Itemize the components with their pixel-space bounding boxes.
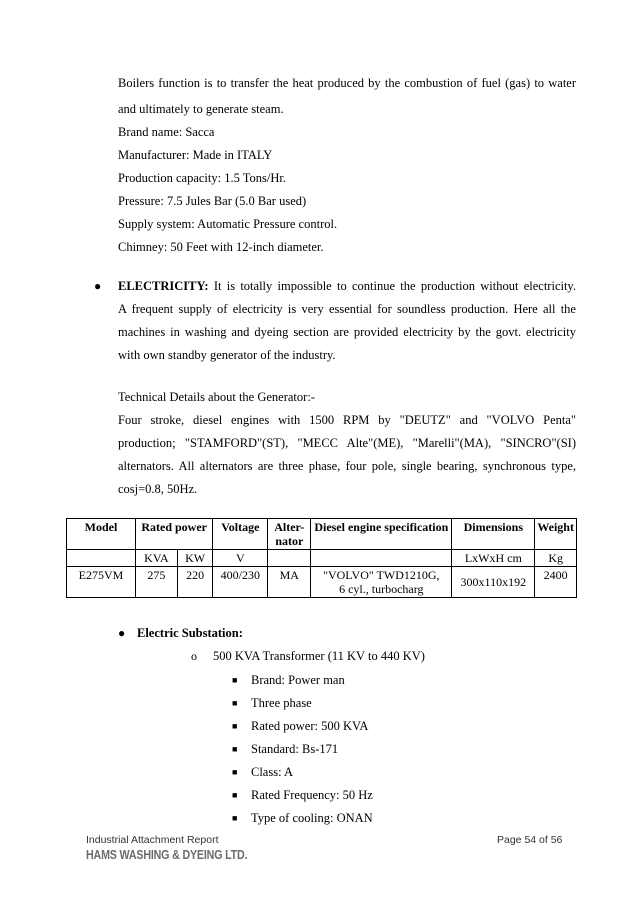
boiler-line: Boilers function is to transfer the heat produced by the combustion of fuel (gas) to water bbox=[118, 76, 576, 90]
square-bullet-icon: ■ bbox=[232, 767, 238, 777]
square-bullet-icon: ■ bbox=[232, 721, 238, 731]
generator-line: Four stroke, diesel engines with 1500 RPM by "DEUTZ" and "VOLVO Penta" bbox=[118, 413, 576, 427]
transformer-cooling: Type of cooling: ONAN bbox=[251, 811, 373, 825]
cell-model: E275VM bbox=[67, 567, 136, 598]
unit-kw: KW bbox=[177, 550, 213, 567]
square-bullet-icon: ■ bbox=[232, 813, 238, 823]
circle-bullet-icon: o bbox=[191, 649, 197, 663]
header-diesel: Diesel engine specification bbox=[311, 519, 452, 550]
electricity-heading: ELECTRICITY: bbox=[118, 279, 209, 293]
boiler-supply: Supply system: Automatic Pressure control. bbox=[118, 217, 338, 231]
electricity-line: A frequent supply of electricity is very essential for soundless production. Here all the bbox=[118, 302, 576, 316]
electricity-line: machines in washing and dyeing section are provided electricity by the govt. electricity bbox=[118, 325, 576, 339]
generator-spec-table bbox=[66, 518, 577, 598]
transformer-standard: Standard: Bs-171 bbox=[251, 742, 339, 756]
transformer-phase: Three phase bbox=[251, 696, 312, 710]
header-voltage: Voltage bbox=[213, 519, 268, 550]
boiler-brand: Brand name: Sacca bbox=[118, 125, 215, 139]
unit-model bbox=[67, 550, 136, 567]
header-alternator: Alter-nator bbox=[268, 519, 311, 550]
unit-voltage: V bbox=[213, 550, 268, 567]
transformer-brand: Brand: Power man bbox=[251, 673, 345, 687]
cell-weight: 2400 bbox=[535, 567, 577, 598]
footer-page-number: Page 54 of 56 bbox=[497, 834, 563, 846]
generator-line: production; "STAMFORD"(ST), "MECC Alte"(ME), "Marelli"(MA), "SINCRO"(SI) bbox=[118, 436, 576, 450]
footer-report-title: Industrial Attachment Report bbox=[86, 834, 219, 846]
unit-diesel bbox=[311, 550, 452, 567]
unit-weight: Kg bbox=[535, 550, 577, 567]
table-header-row bbox=[67, 519, 577, 550]
bullet-icon: ● bbox=[94, 279, 102, 293]
cell-diesel-line1: "VOLVO" TWD1210G, bbox=[323, 568, 440, 582]
unit-dimensions: LxWxH cm bbox=[452, 550, 535, 567]
boiler-capacity: Production capacity: 1.5 Tons/Hr. bbox=[118, 171, 286, 185]
square-bullet-icon: ■ bbox=[232, 744, 238, 754]
cell-dimensions: 300x110x192 bbox=[452, 567, 535, 598]
table-units-row bbox=[67, 550, 577, 567]
square-bullet-icon: ■ bbox=[232, 675, 238, 685]
electricity-line: with own standby generator of the industry. bbox=[118, 348, 336, 362]
boiler-manufacturer: Manufacturer: Made in ITALY bbox=[118, 148, 273, 162]
transformer-rated-power: Rated power: 500 KVA bbox=[251, 719, 369, 733]
table-row bbox=[67, 567, 577, 598]
generator-line: cosj=0.8, 50Hz. bbox=[118, 482, 198, 496]
transformer-frequency: Rated Frequency: 50 Hz bbox=[251, 788, 373, 802]
header-rated-power: Rated power bbox=[136, 519, 213, 550]
cell-kva: 275 bbox=[136, 567, 178, 598]
header-dimensions: Dimensions bbox=[452, 519, 535, 550]
cell-diesel-line2: 6 cyl., turbocharg bbox=[339, 582, 424, 596]
generator-title: Technical Details about the Generator:- bbox=[118, 390, 315, 404]
unit-alternator bbox=[268, 550, 311, 567]
cell-kw: 220 bbox=[177, 567, 213, 598]
cell-voltage: 400/230 bbox=[213, 567, 268, 598]
generator-line: alternators. All alternators are three phase, four pole, single bearing, synchronous type, bbox=[118, 459, 576, 473]
cell-diesel bbox=[311, 567, 452, 598]
boiler-pressure: Pressure: 7.5 Jules Bar (5.0 Bar used) bbox=[118, 194, 307, 208]
unit-kva: KVA bbox=[136, 550, 178, 567]
electricity-text: It is totally impossible to continue the production without electricity. bbox=[213, 279, 576, 293]
substation-heading: Electric Substation: bbox=[137, 626, 243, 640]
transformer-class: Class: A bbox=[251, 765, 294, 779]
transformer-line: 500 KVA Transformer (11 KV to 440 KV) bbox=[213, 649, 425, 663]
electricity-line bbox=[118, 279, 576, 294]
header-weight: Weight bbox=[535, 519, 577, 550]
header-model: Model bbox=[67, 519, 136, 550]
square-bullet-icon: ■ bbox=[232, 698, 238, 708]
cell-alternator: MA bbox=[268, 567, 311, 598]
footer-company-name: HAMS WASHING & DYEING LTD. bbox=[86, 847, 248, 862]
square-bullet-icon: ■ bbox=[232, 790, 238, 800]
bullet-icon: ● bbox=[118, 626, 126, 640]
boiler-line: and ultimately to generate steam. bbox=[118, 102, 284, 116]
boiler-chimney: Chimney: 50 Feet with 12-inch diameter. bbox=[118, 240, 324, 254]
